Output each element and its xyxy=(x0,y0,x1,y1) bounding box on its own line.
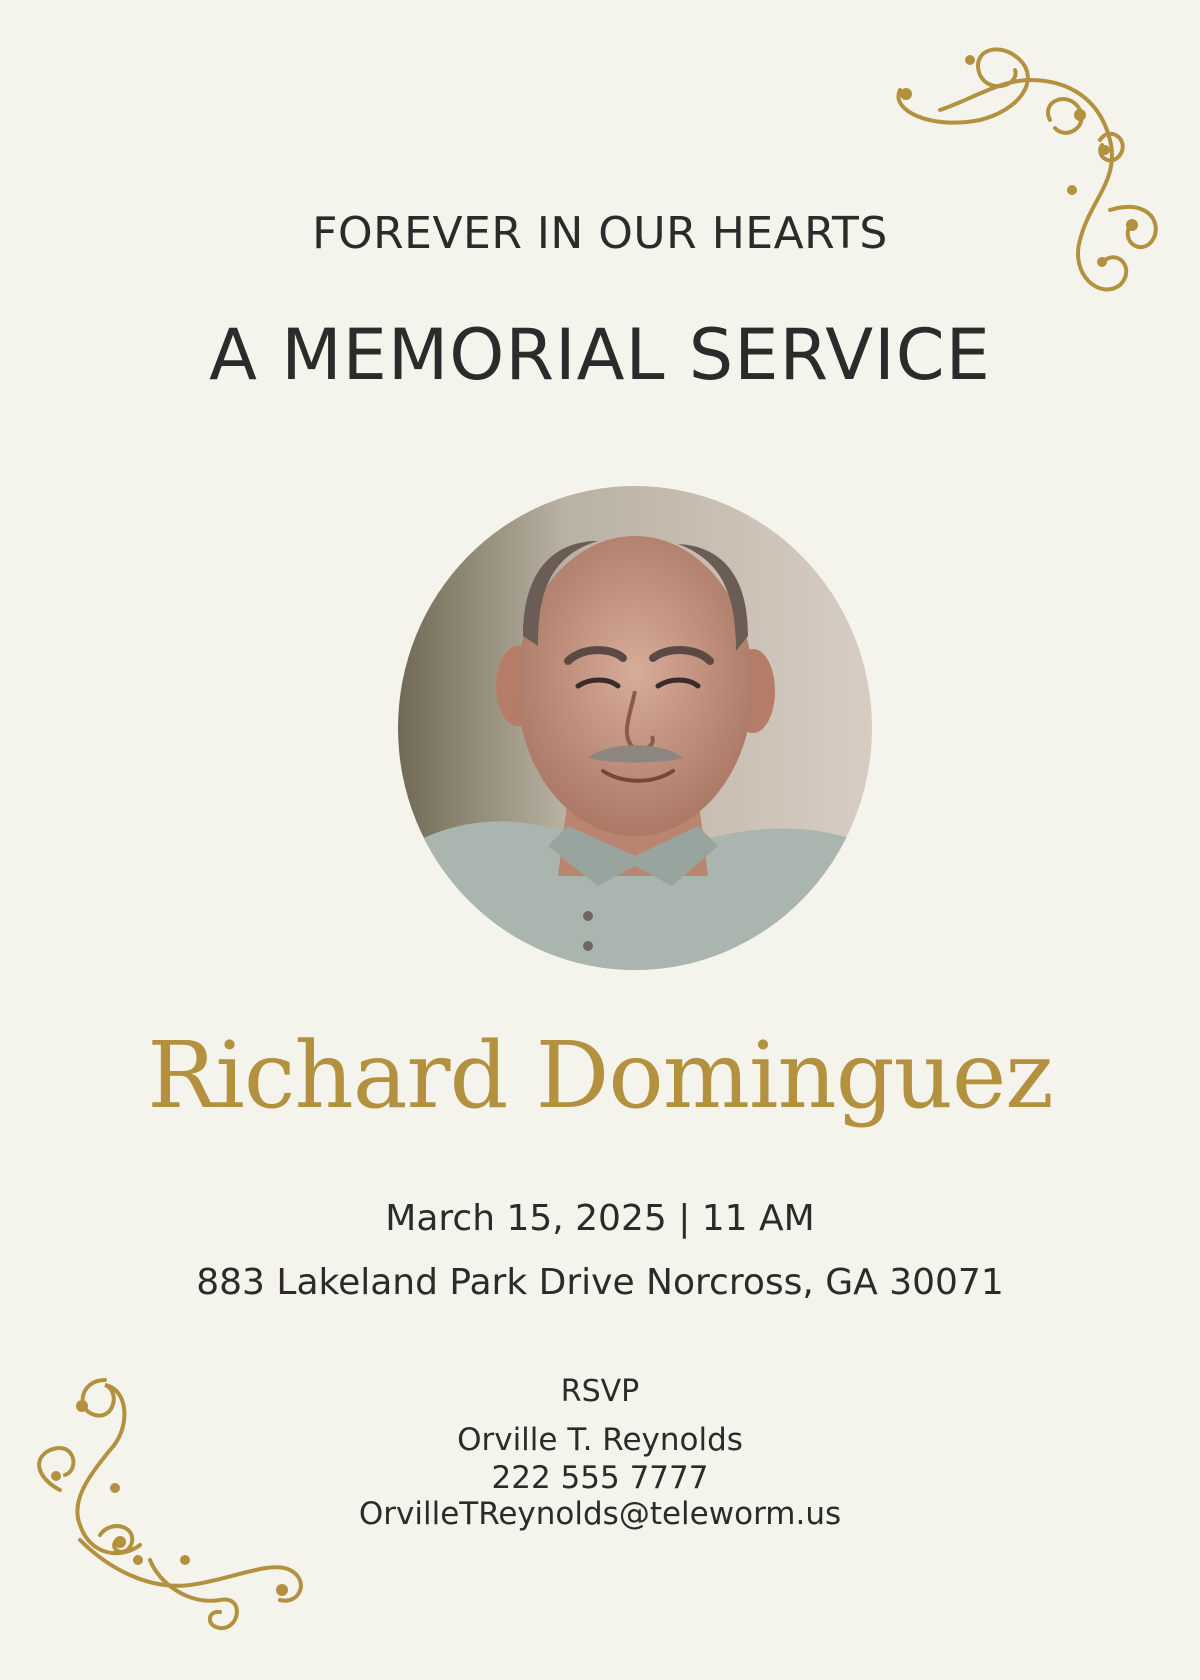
event-address: 883 Lakeland Park Drive Norcross, GA 30071 xyxy=(196,1262,1004,1303)
rsvp-label: RSVP xyxy=(560,1374,640,1409)
honoree-name: Richard Dominguez xyxy=(147,1022,1053,1129)
rsvp-phone: 222 555 7777 xyxy=(491,1460,709,1496)
portrait-image xyxy=(398,486,872,970)
rsvp-email: OrvilleTReynolds@teleworm.us xyxy=(358,1496,842,1532)
swirl-ornament-top-icon xyxy=(870,30,1170,330)
rsvp-contact-name: Orville T. Reynolds xyxy=(457,1422,743,1458)
event-datetime: March 15, 2025 | 11 AM xyxy=(385,1198,815,1239)
portrait-photo xyxy=(398,486,872,970)
page-title: A MEMORIAL SERVICE xyxy=(209,314,991,396)
page-subtitle: FOREVER IN OUR HEARTS xyxy=(312,208,888,259)
swirl-ornament-bottom-icon xyxy=(20,1360,320,1660)
